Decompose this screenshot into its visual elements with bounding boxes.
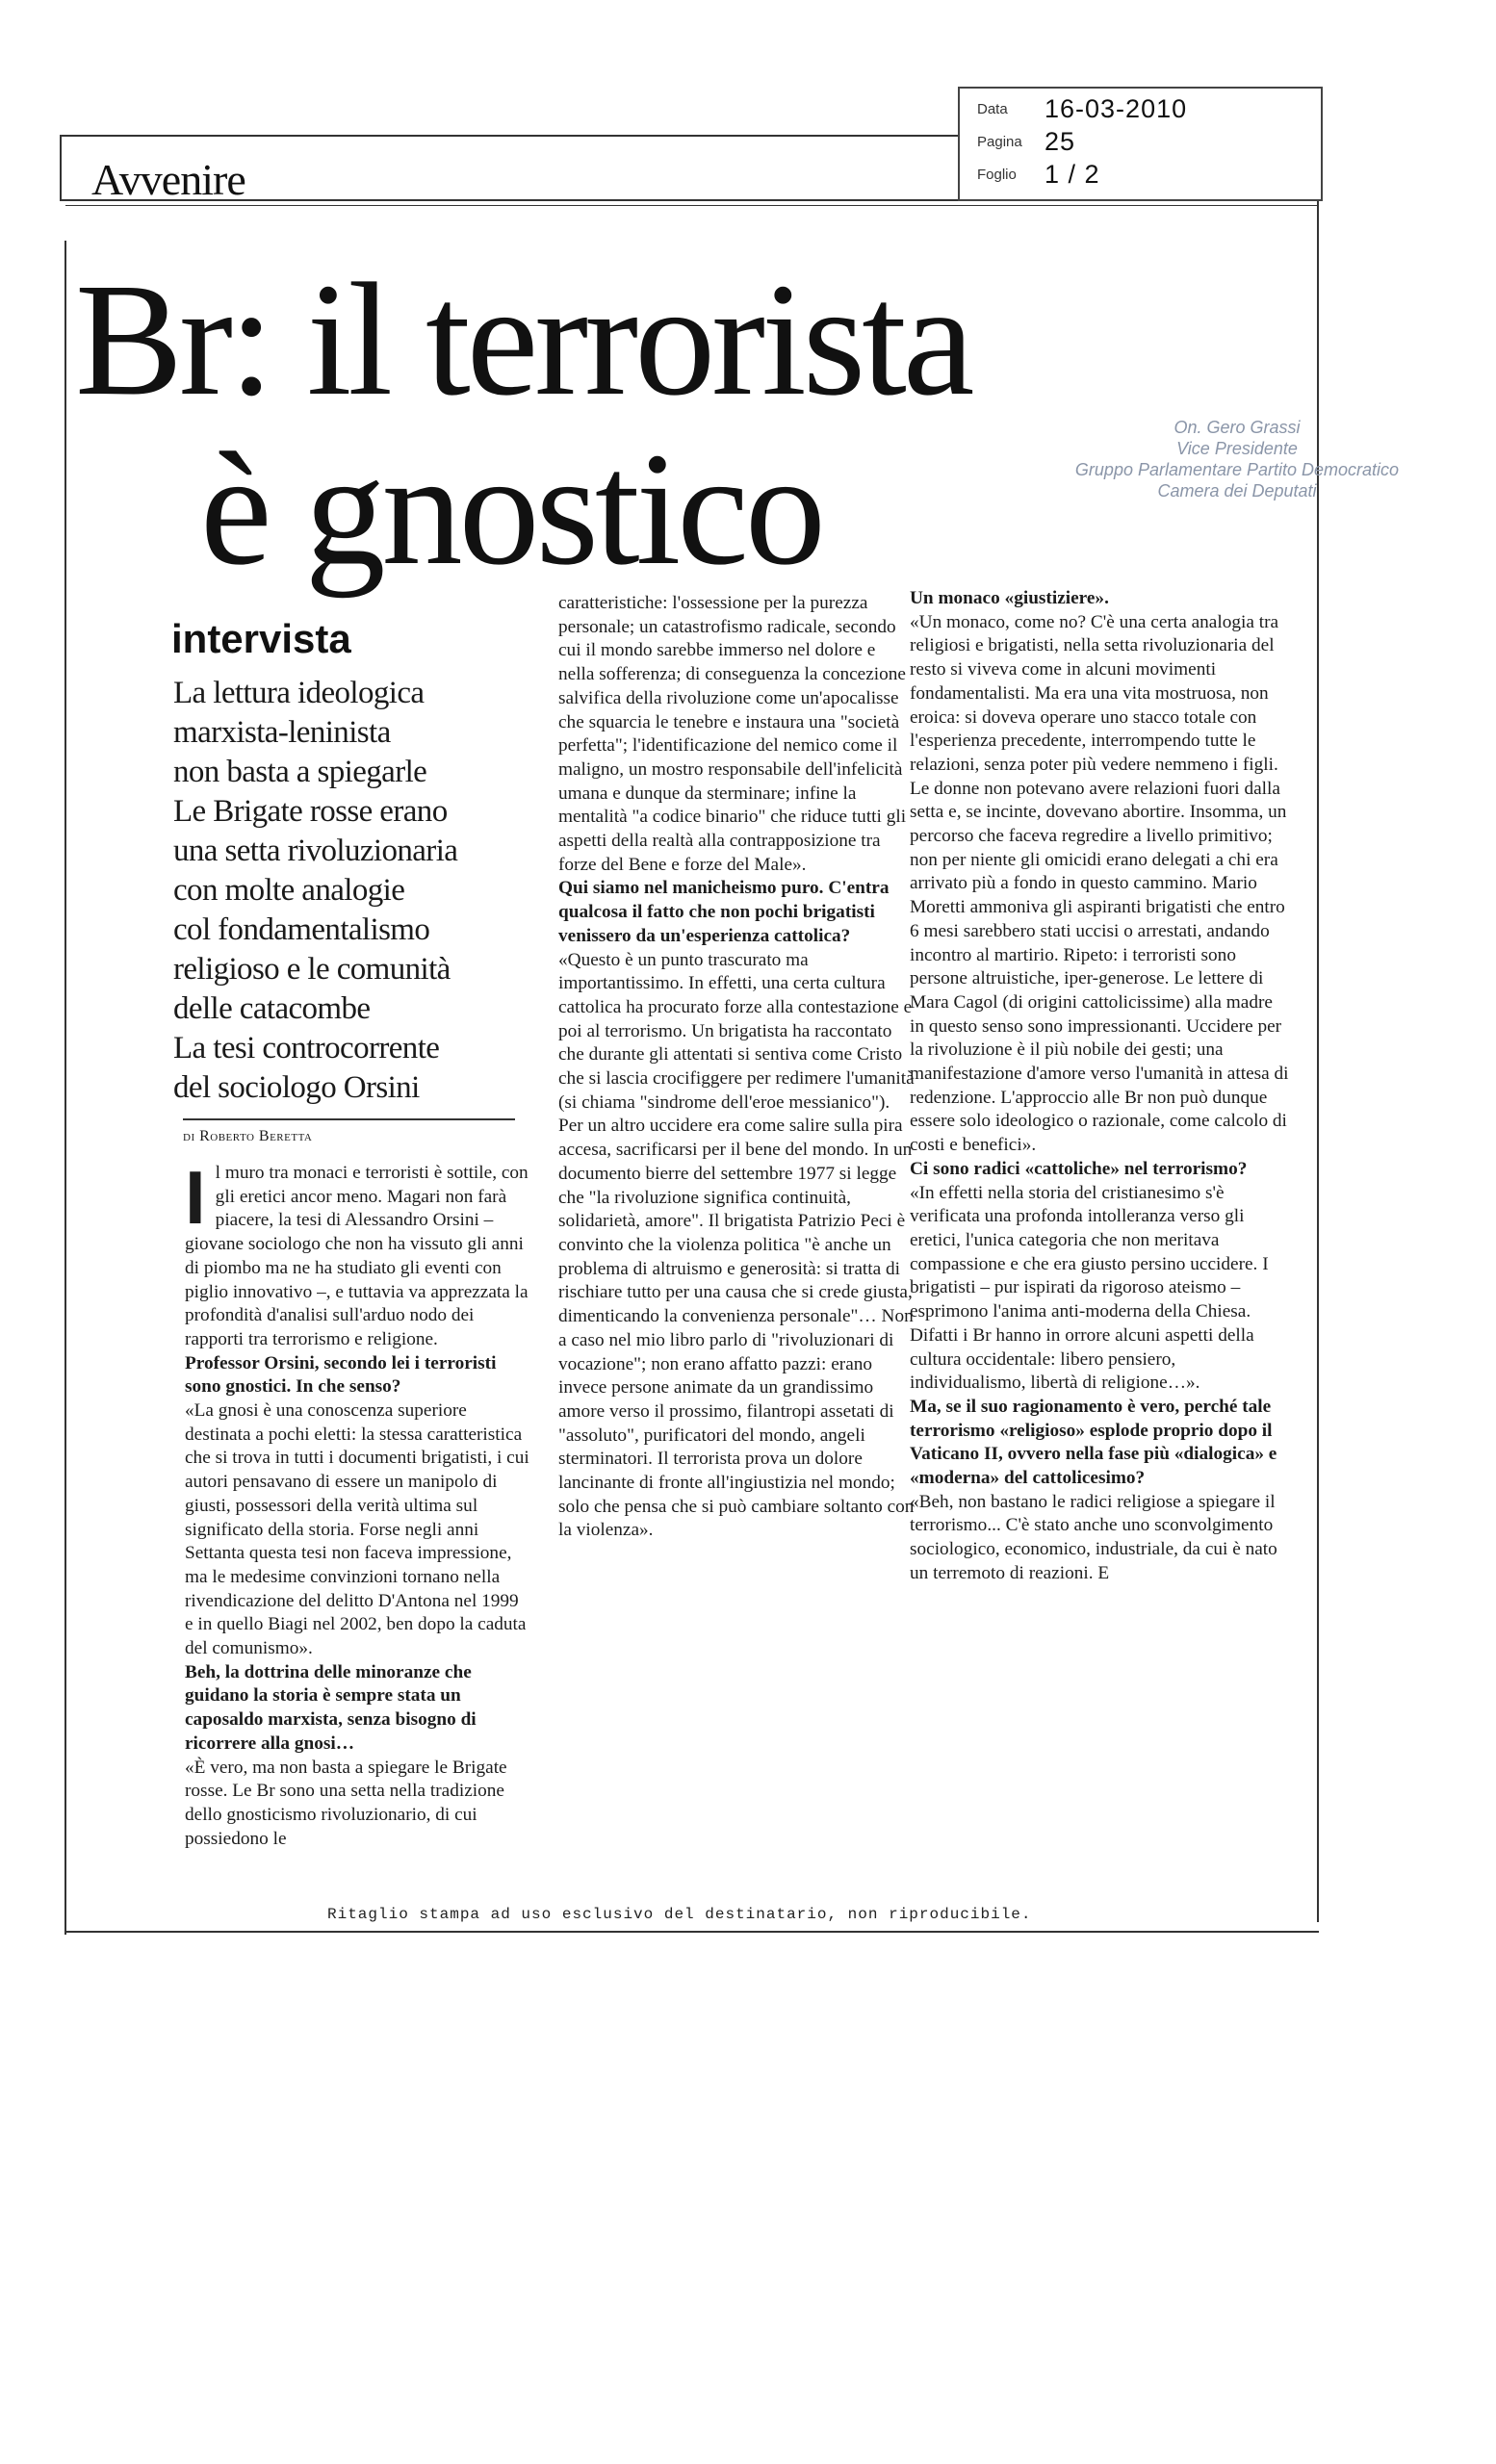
article-paragraph: «Questo è un punto trascurato ma importantissimo. In effetti, una certa cultura cattolica ha procurato forze alla contestazione e poi al terrorismo. Un brigatista ha raccontato che durante gli attentati si sentiva come Cristo che si lascia crocifiggere per redimere l'umanità (si chiama "sindrome dell'eroe messianico"). Per un altro uccidere era come salire sulla pira accesa, sacrificarsi per il bene del mondo. In un documento bierre del settembre 1977 si legge che "la rivoluzione significa continuità, solidarietà, amore". Il brigatista Patrizio Peci è convinto che la violenza politica "è anche un problema di altruismo e generosità: si tratta di rischiare tutto per una causa che si crede giusta, dimenticando la convenienza personale"… Non a caso nel mio libro parlo di "rivoluzionari di vocazione"; non erano affatto pazzi: erano invece persone animate da un grandissimo amore verso il prossimo, filantropi assetati di "assoluto", purificatori del mondo, angeli sterminatori. Il terrorista prova un dolore lancinante di fronte all'ingiustizia nel mondo; solo che pensa che si può cambiare soltanto con la violenza». (558, 949, 915, 1541)
interview-question: Qui siamo nel manicheismo puro. C'entra qualcosa il fatto che non pochi brigatisti venissero da un'esperienza cattolica? (558, 878, 890, 946)
date-value: 16-03-2010 (1045, 94, 1188, 123)
summary-line: non basta a spiegarle (173, 755, 427, 789)
summary-line: col fondamentalismo (173, 912, 430, 947)
interview-question: Beh, la dottrina delle minoranze che guidano la storia è sempre stata un caposaldo marxista, senza bisogno di ricorrere alla gnosi… (185, 1661, 477, 1754)
page-label: Pagina (977, 134, 1022, 150)
article-column-3 (910, 587, 1290, 1586)
summary-line: Le Brigate rosse erano (173, 794, 448, 829)
summary-deck (173, 674, 554, 1108)
interview-question: Ma, se il suo ragionamento è vero, perché tale terrorismo «religioso» esplode proprio dopo il Vaticano II, ovvero nella fase più «dialogica» e «moderna» del cattolicesimo? (910, 1396, 1277, 1489)
stamp-chamber: Camera dei Deputati (1157, 481, 1317, 500)
article-paragraph: «Beh, non bastano le radici religiose a spiegare il terrorismo... C'è stato anche uno sconvolgimento sociologico, economico, industriale, da cui è nato un terremoto di reazioni. E (910, 1491, 1277, 1583)
article-column-1 (185, 1155, 531, 1851)
date-row (977, 94, 1187, 124)
page-value: 25 (1045, 127, 1076, 156)
stamp-group: Gruppo Parlamentare Partito Democratico (1074, 460, 1400, 479)
header-left-border (60, 135, 62, 201)
stamp-name: On. Gero Grassi (1174, 418, 1301, 437)
headline-line-1: Br: il terrorista (75, 250, 971, 429)
article-column-2 (558, 592, 915, 1543)
date-label: Data (977, 101, 1008, 117)
sheet-value: 1 / 2 (1045, 160, 1100, 189)
summary-line: La lettura ideologica (173, 676, 425, 710)
stamp-role: Vice Presidente (1176, 439, 1298, 458)
article-paragraph: l muro tra monaci e terroristi è sottile, con gli eretici ancor meno. Magari non farà piacere, la tesi di Alessandro Orsini – giovane sociologo che non ha vissuto gli anni di piombo ma ne ha studiato gli eventi con piglio innovativo –, e tuttavia va apprezzata la profondità d'analisi sull'arduo nodo dei rapporti tra terrorismo e religione. (185, 1163, 529, 1349)
interview-question: Professor Orsini, secondo lei i terroristi sono gnostici. In che senso? (185, 1352, 497, 1398)
headline-line-2: è gnostico (200, 420, 822, 599)
sheet-label: Foglio (977, 167, 1017, 183)
reproduction-notice: Ritaglio stampa ad uso esclusivo del destinatario, non riproducibile. (327, 1906, 1032, 1923)
article-paragraph: caratteristiche: l'ossessione per la purezza personale; un catastrofismo radicale, secondo cui il mondo sarebbe immerso nel dolore e nella sofferenza; di conseguenza la concezione salvifica della rivoluzione come un'apocalisse che squarcia le tenebre e instaura una "società perfetta"; l'identificazione del nemico come il maligno, un mostro responsabile dell'infelicità umana e dunque da sterminare; infine la mentalità "a codice binario" che riduce tutti gli aspetti della realtà alla contrapposizione tra forze del Bene e forze del Male». (558, 593, 907, 875)
masthead-logo: Avvenire (91, 155, 245, 204)
summary-line: La tesi controcorrente (173, 1031, 440, 1065)
article-paragraph: «La gnosi è una conoscenza superiore destinata a pochi eletti: la stessa caratteristica che si trova in tutti i documenti brigatisti, i cui autori pensavano di essere un manipolo di giusti, possessori della verità ultima sul significato della storia. Forse negli anni Settanta questa tesi non faceva impressione, ma le medesime convinzioni tornano nella rivendicazione del delitto D'Antona nel 1999 e in quello Biagi nel 2002, ben dopo la caduta del comunismo». (185, 1400, 529, 1659)
office-stamp (1030, 417, 1444, 501)
header-inner-line (65, 205, 1317, 206)
summary-line: una setta rivoluzionaria (173, 834, 458, 868)
article-paragraph: «Un monaco, come no? C'è una certa analogia tra religiosi e brigatisti, nella setta rivoluzionaria del resto si viveva come in alcuni movimenti fondamentalisti. Ma era una vita mostruosa, non eroica: si doveva operare uno stacco totale con l'esperienza precedente, interrompendo tutte le relazioni, senza poter più vedere nemmeno i figli. Le donne non potevano avere relazioni fuori dalla setta e, se incinte, dovevano abortire. Insomma, un percorso che faceva regredire a livello primitivo; non per niente gli omicidi erano delegati a chi era arrivato più a fondo in questo cammino. Mario Moretti ammoniva gli aspiranti brigatisti che entro 6 mesi sarebbero stati uccisi o arrestati, andando incontro al martirio. Ripeto: i terroristi sono persone altruistiche, iper-generose. Le lettere di Mara Cagol (di origini cattolicissime) alla madre in questo senso sono impressionanti. Uccidere per la rivoluzione è il più nobile dei gesti; una manifestazione d'amore verso l'umanità in attesa di redenzione. L'approccio alle Br non può dunque essere solo ideologico o razionale, come calcolo di costi e benefici». (910, 611, 1289, 1156)
interview-question: Ci sono radici «cattoliche» nel terrorismo? (910, 1158, 1248, 1179)
summary-line: con molte analogie (173, 873, 405, 908)
article-paragraph: «In effetti nella storia del cristianesimo s'è verificata una profonda intolleranza verso gli eretici, l'unica categoria che non meritava compassione e che era giusto persino uccidere. I brigatisti – pur ispirati da rigoroso ateismo – esprimono l'anima anti-moderna della Chiesa. Difatti i Br hanno in orrore alcuni aspetti della cultura occidentale: libero pensiero, individualismo, libertà di religione…». (910, 1182, 1269, 1394)
summary-line: religioso e le comunità (173, 952, 451, 987)
sheet-row (977, 160, 1100, 190)
section-kicker: intervista (171, 616, 351, 661)
clipping-info-box (958, 87, 1323, 201)
body-left-border (64, 241, 66, 1935)
byline-rule (183, 1118, 515, 1120)
bottom-frame-line (64, 1931, 1319, 1933)
article-paragraph: «È vero, ma non basta a spiegare le Brigate rosse. Le Br sono una setta nella tradizione dello gnosticismo rivoluzionario, di cui possiedono le (185, 1757, 507, 1849)
summary-line: marxista-leninista (173, 715, 391, 750)
summary-line: delle catacombe (173, 991, 371, 1026)
drop-cap: I (185, 1155, 206, 1240)
byline: di Roberto Beretta (183, 1128, 313, 1144)
interview-question: Un monaco «giustiziere». (910, 588, 1109, 608)
page-row (977, 127, 1075, 157)
summary-line: del sociologo Orsini (173, 1070, 420, 1105)
